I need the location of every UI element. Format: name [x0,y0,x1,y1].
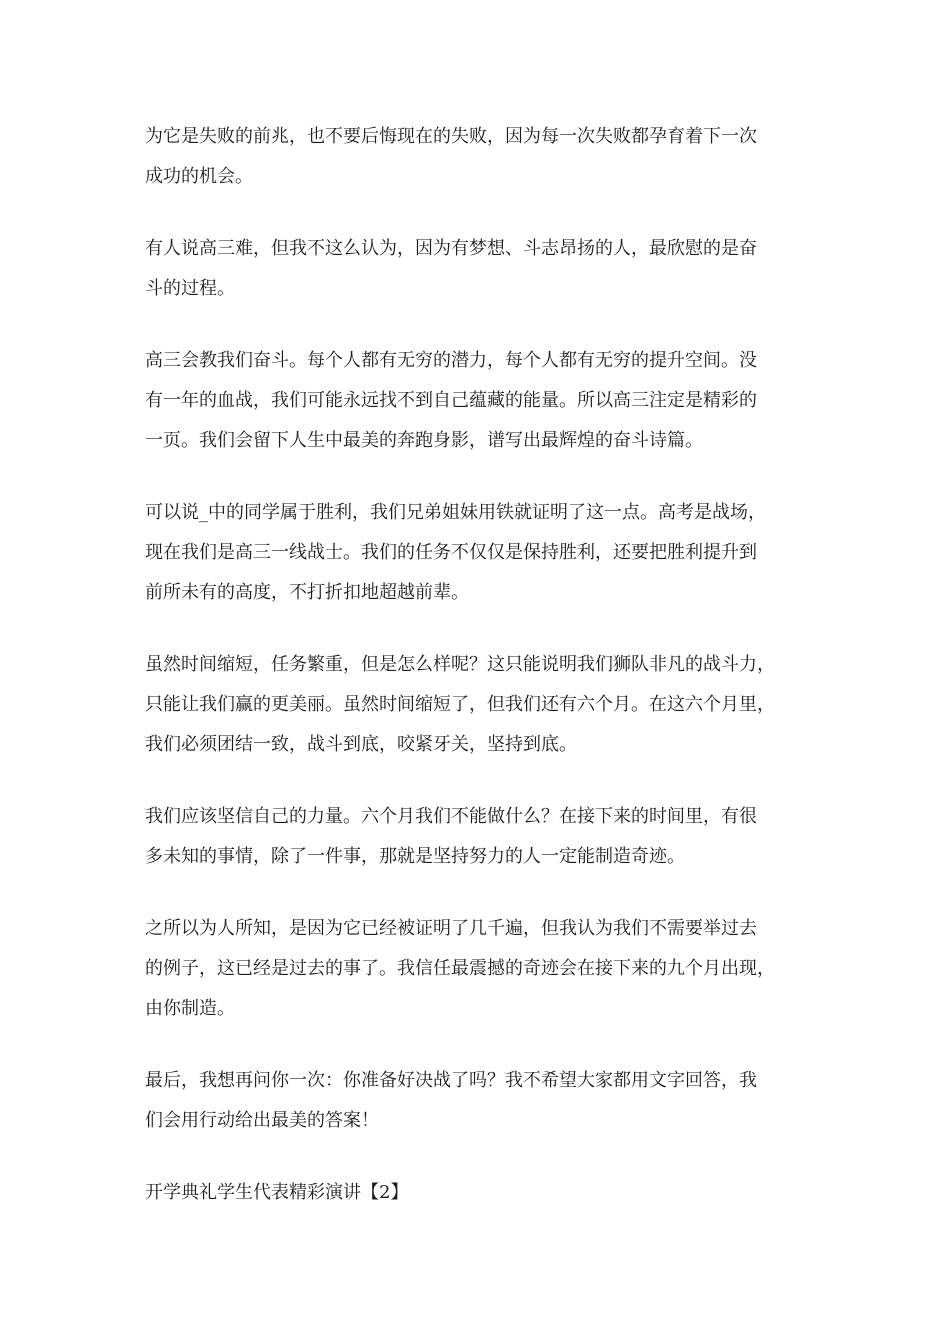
document-body [145,117,810,1245]
paragraph-2: 有人说高三难，但我不这么认为，因为有梦想、斗志昂扬的人，最欣慰的是奋 斗的过程。 [145,238,757,299]
paragraph-7: 之所以为人所知，是因为它已经被证明了几千遍，但我认为我们不需要举过去 的例子，这已经是过去的事了。我信任最震撼的奇迹会在接下来的九个月出现， 由你制造。 [145,918,775,1019]
paragraph-6: 我们应该坚信自己的力量。六个月我们不能做什么？在接下来的时间里，有很 多未知的事情，除了一件事，那就是坚持努力的人一定能制造奇迹。 [145,806,757,867]
section-heading: 开学典礼学生代表精彩演讲【2】 [145,1182,409,1203]
paragraph-8: 最后，我想再问你一次：你准备好决战了吗？我不希望大家都用文字回答，我 们会用行动给出最美的答案！ [145,1070,757,1131]
paragraph-1: 为它是失败的前兆，也不要后悔现在的失败，因为每一次失败都孕育着下一次 成功的机会。 [145,126,757,187]
paragraph-5: 虽然时间缩短，任务繁重，但是怎么样呢？这只能说明我们狮队非凡的战斗力， 只能让我们赢的更美丽。虽然时间缩短了，但我们还有六个月。在这六个月里， 我们必须团结一致，战斗到底，咬紧牙关，坚持到底。 [145,654,775,755]
paragraph-4: 可以说_中的同学属于胜利，我们兄弟姐妹用铁就证明了这一点。高考是战场， 现在我们是高三一线战士。我们的任务不仅仅是保持胜利，还要把胜利提升到 前所未有的高度，不打折扣地超越前辈。 [145,502,766,603]
paragraph-3: 高三会教我们奋斗。每个人都有无穷的潜力，每个人都有无穷的提升空间。没 有一年的血战，我们可能永远找不到自己蕴藏的能量。所以高三注定是精彩的 一页。我们会留下人生中最美的奔跑身影，谱写出最辉煌的奋斗诗篇。 [145,350,757,451]
